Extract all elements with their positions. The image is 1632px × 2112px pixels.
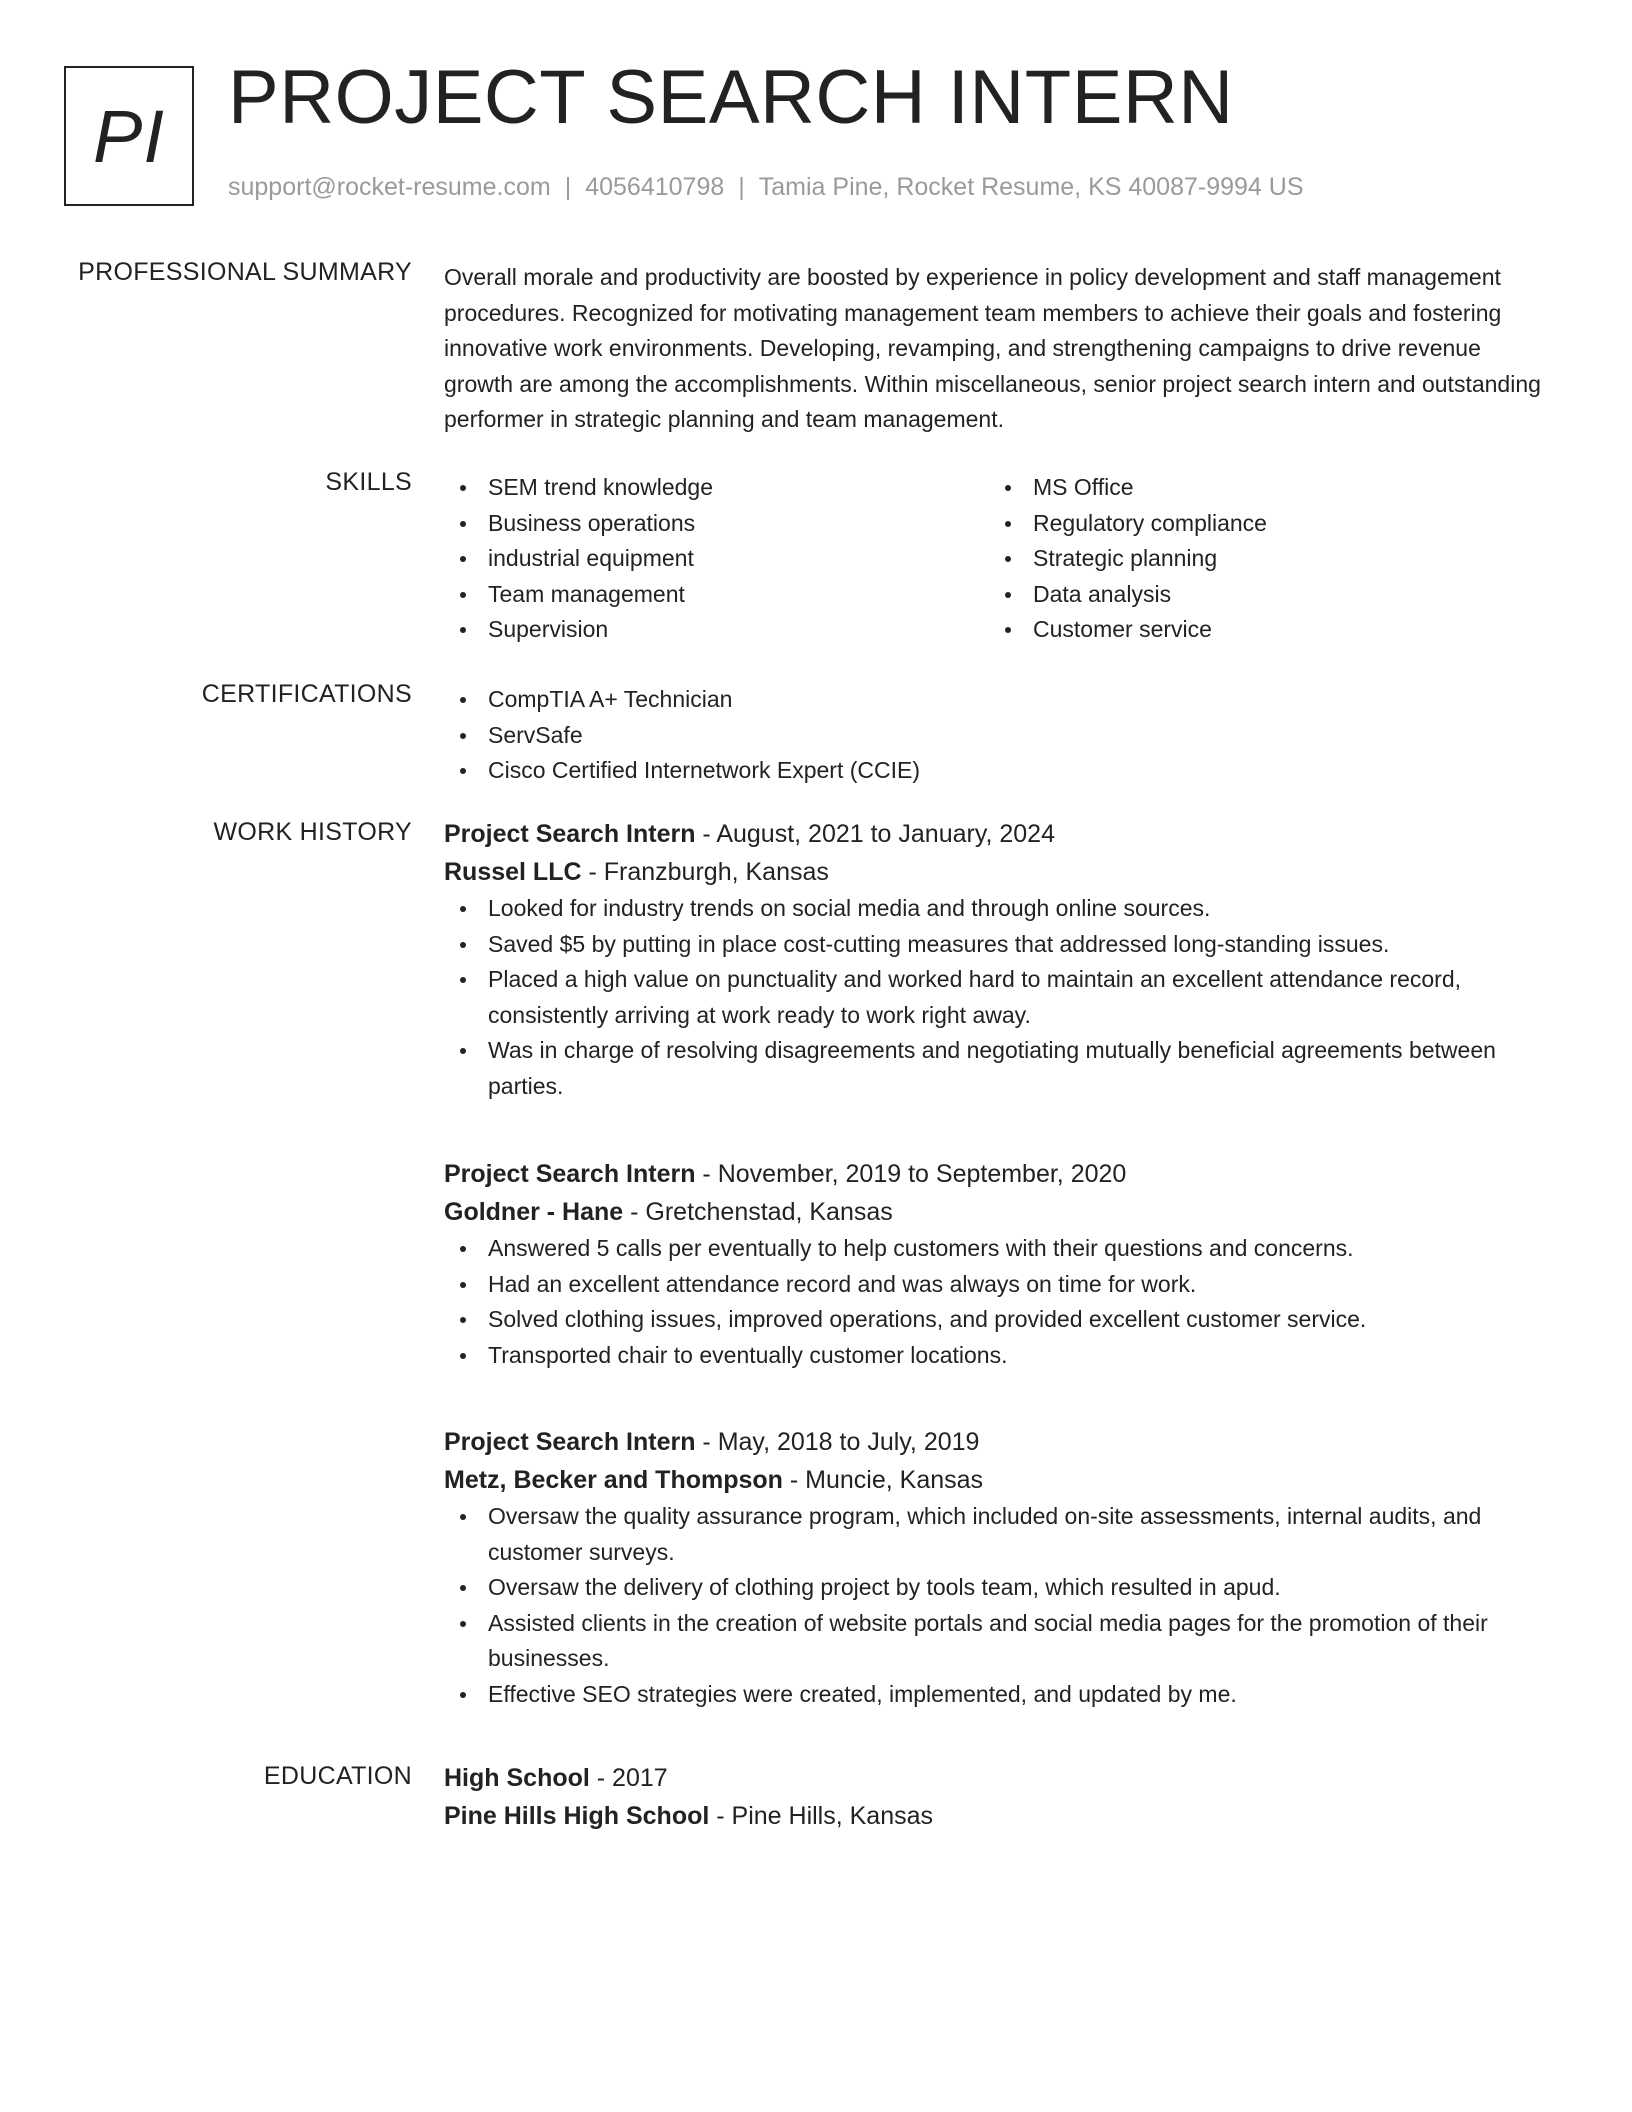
contact-separator: | — [564, 173, 572, 201]
education-location: - Pine Hills, Kansas — [709, 1802, 934, 1830]
job-title: Project Search Intern — [444, 1160, 696, 1188]
section-label-summary: PROFESSIONAL SUMMARY — [78, 258, 412, 286]
job-bullet: Saved $5 by putting in place cost-cutting measures that addressed long-standing issues. — [444, 927, 1554, 963]
job-location: - Muncie, Kansas — [782, 1466, 984, 1494]
education-year: - 2017 — [589, 1764, 668, 1792]
education-school-line — [444, 1797, 1554, 1835]
job-title-line — [444, 1155, 1554, 1193]
job-bullet: Was in charge of resolving disagreements and negotiating mutually beneficial agreements between parties. — [444, 1033, 1554, 1104]
job-bullet: Looked for industry trends on social media and through online sources. — [444, 891, 1554, 927]
job-bullets — [444, 1499, 1554, 1712]
job-dates: - November, 2019 to September, 2020 — [695, 1160, 1127, 1188]
contact-email[interactable]: support@rocket-resume.com — [228, 173, 551, 201]
education-degree-line — [444, 1759, 1554, 1797]
skill-item: industrial equipment — [444, 541, 989, 577]
contact-address: Tamia Pine, Rocket Resume, KS 40087-9994 US — [758, 173, 1304, 201]
skills-list-left — [444, 470, 989, 648]
skills-columns — [444, 470, 1554, 648]
contact-separator: | — [738, 173, 745, 201]
education-school: Pine Hills High School — [444, 1802, 710, 1830]
skill-item: Regulatory compliance — [989, 506, 1534, 542]
job-bullet: Solved clothing issues, improved operations, and provided excellent customer service. — [444, 1302, 1554, 1338]
job-bullet: Oversaw the delivery of clothing project by tools team, which resulted in apud. — [444, 1570, 1554, 1606]
section-label-certifications: CERTIFICATIONS — [201, 680, 412, 708]
job-title-line — [444, 815, 1554, 853]
job-company: Metz, Becker and Thompson — [444, 1466, 783, 1494]
job-title: Project Search Intern — [444, 820, 696, 848]
skill-item: MS Office — [989, 470, 1534, 506]
certification-item: CompTIA A+ Technician — [444, 682, 1554, 718]
job-entry — [444, 815, 1554, 1104]
job-bullet: Answered 5 calls per eventually to help customers with their questions and concerns. — [444, 1231, 1554, 1267]
skill-item: Supervision — [444, 612, 989, 648]
job-dates: - August, 2021 to January, 2024 — [695, 820, 1055, 848]
monogram-logo: PI — [64, 66, 194, 206]
section-label-education: EDUCATION — [263, 1762, 412, 1790]
job-bullet: Transported chair to eventually customer locations. — [444, 1338, 1554, 1374]
job-company-line — [444, 1193, 1554, 1231]
skill-item: Strategic planning — [989, 541, 1534, 577]
job-bullets — [444, 1231, 1554, 1373]
job-bullet: Effective SEO strategies were created, implemented, and updated by me. — [444, 1677, 1554, 1713]
job-entry — [444, 1423, 1554, 1712]
skill-item: Customer service — [989, 612, 1534, 648]
skill-item: Business operations — [444, 506, 989, 542]
job-bullet: Oversaw the quality assurance program, which included on-site assessments, internal audits, and customer surveys. — [444, 1499, 1554, 1570]
certifications-list — [444, 682, 1554, 789]
skill-item: Data analysis — [989, 577, 1534, 613]
job-title-line — [444, 1423, 1554, 1461]
education-degree: High School — [444, 1764, 590, 1792]
skill-item: Team management — [444, 577, 989, 613]
skills-list-right — [989, 470, 1534, 648]
education-entry — [444, 1759, 1554, 1835]
job-bullet: Assisted clients in the creation of website portals and social media pages for the promotion of their businesses. — [444, 1606, 1554, 1677]
job-entry — [444, 1155, 1554, 1373]
certification-item: ServSafe — [444, 718, 1554, 754]
job-company: Goldner - Hane — [444, 1198, 624, 1226]
skill-item: SEM trend knowledge — [444, 470, 989, 506]
job-bullet: Placed a high value on punctuality and worked hard to maintain an excellent attendance record, consistently arriving at work ready to work right away. — [444, 962, 1554, 1033]
job-bullet: Had an excellent attendance record and was always on time for work. — [444, 1267, 1554, 1303]
certification-item: Cisco Certified Internetwork Expert (CCIE) — [444, 753, 1554, 789]
section-label-skills: SKILLS — [325, 468, 412, 496]
job-bullets — [444, 891, 1554, 1104]
job-company-line — [444, 853, 1554, 891]
job-location: - Gretchenstad, Kansas — [623, 1198, 893, 1226]
resume-title: PROJECT SEARCH INTERN — [228, 55, 1234, 140]
job-company-line — [444, 1461, 1554, 1499]
job-title: Project Search Intern — [444, 1428, 696, 1456]
job-dates: - May, 2018 to July, 2019 — [695, 1428, 980, 1456]
summary-text: Overall morale and productivity are boosted by experience in policy development and staff management procedures. Recognized for motivating management team members to achieve their goals and fostering innovative work environments. Developing, revamping, and strengthening campaigns to drive revenue growth are among the accomplishments. Within miscellaneous, senior project search intern and outstanding performer in strategic planning and team management. — [444, 264, 1541, 432]
job-location: - Franzburgh, Kansas — [581, 858, 829, 886]
job-company: Russel LLC — [444, 858, 582, 886]
contact-phone[interactable]: 4056410798 — [585, 173, 725, 201]
section-label-work-history: WORK HISTORY — [213, 818, 412, 846]
contact-line — [228, 173, 1304, 202]
